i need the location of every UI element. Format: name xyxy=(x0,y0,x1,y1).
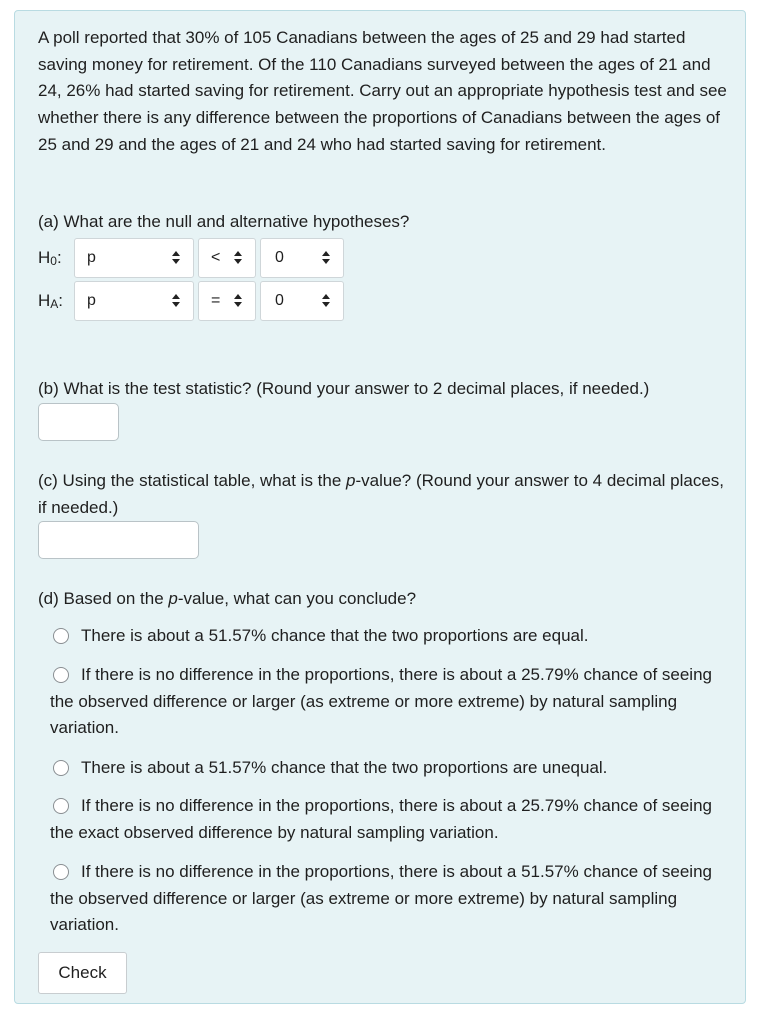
conclusion-option[interactable]: If there is no difference in the proportions, there is about a 51.57% chance of seeing the observed difference or larger (as extreme or more extreme) by natural sampling variation. xyxy=(50,862,712,935)
h0-row xyxy=(38,237,348,279)
ha-value-select[interactable]: 0 xyxy=(260,281,344,321)
ha-operator-select[interactable]: = xyxy=(198,281,256,321)
radio-button[interactable] xyxy=(53,760,69,776)
part-b-question: (b) What is the test statistic? (Round your answer to 2 decimal places, if needed.) xyxy=(38,379,650,398)
radio-button[interactable] xyxy=(53,864,69,880)
select-arrows-icon xyxy=(233,291,243,311)
select-arrows-icon xyxy=(321,291,331,311)
h0-label: $H_0$: xyxy=(38,248,62,268)
part-c-question: (c) Using the statistical table, what is the p-value? (Round your answer to 4 decimal places, if needed.) xyxy=(38,471,725,517)
select-arrows-icon xyxy=(233,248,243,268)
part-d-question: (d) Based on the p-value, what can you conclude? xyxy=(38,589,417,608)
conclusion-option[interactable]: There is about a 51.57% chance that the two proportions are equal. xyxy=(50,623,720,650)
problem-statement: A poll reported that 30% of 105 Canadians between the ages of 25 and 29 had started saving money for retirement. Of the 110 Canadians surveyed between the ages of 21 and 24, 26% had started saving for retirement. Carry out an appropriate hypothesis test and see whether there is any difference between the proportions of Canadians between the ages of 25 and 29 and the ages of 21 and 24 who had started saving for retirement. xyxy=(38,28,727,154)
ha-parameter-select[interactable]: p xyxy=(74,281,194,321)
select-arrows-icon xyxy=(171,291,181,311)
radio-button[interactable] xyxy=(53,628,69,644)
select-arrows-icon xyxy=(321,248,331,268)
radio-button[interactable] xyxy=(53,798,69,814)
h0-value-select[interactable]: 0 xyxy=(260,238,344,278)
p-value-input[interactable] xyxy=(38,521,199,559)
conclusion-option[interactable]: There is about a 51.57% chance that the two proportions are unequal. xyxy=(50,755,720,782)
select-arrows-icon xyxy=(171,248,181,268)
test-statistic-input[interactable] xyxy=(38,403,119,441)
h0-parameter-select[interactable]: p xyxy=(74,238,194,278)
radio-button[interactable] xyxy=(53,667,69,683)
check-button[interactable]: Check xyxy=(38,952,127,994)
h0-operator-select[interactable]: < xyxy=(198,238,256,278)
part-a-question: (a) What are the null and alternative hypotheses? xyxy=(38,212,410,231)
ha-label: $H_A$: xyxy=(38,291,64,311)
conclusion-option[interactable]: If there is no difference in the proportions, there is about a 25.79% chance of seeing the exact observed difference by natural sampling variation. xyxy=(50,796,712,842)
question-card xyxy=(14,10,746,1004)
ha-row xyxy=(38,280,348,322)
conclusion-option[interactable]: If there is no difference in the proportions, there is about a 25.79% chance of seeing the observed difference or larger (as extreme or more extreme) by natural sampling variation. xyxy=(50,665,712,738)
